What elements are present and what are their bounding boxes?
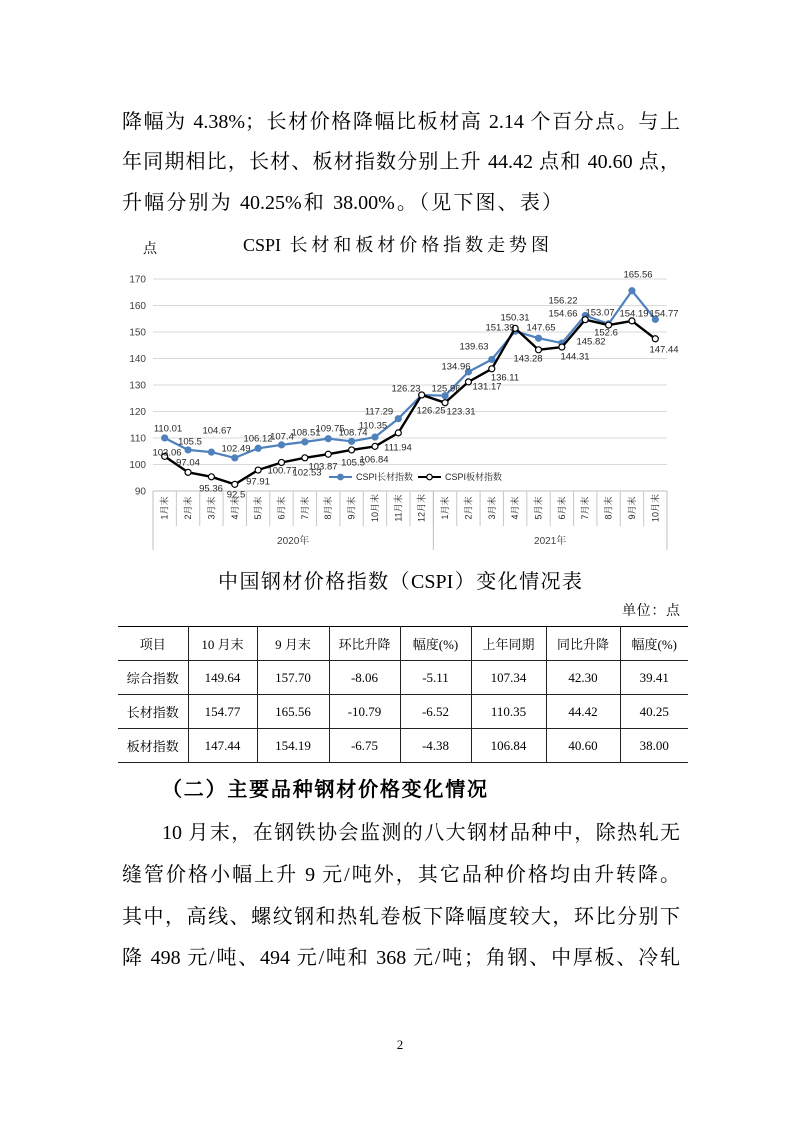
table-cell: -8.06 (329, 661, 400, 695)
data-point (559, 344, 565, 350)
data-label: 139.63 (459, 341, 489, 353)
paragraph-line: 年同期相比，长材、板材指数分别上升 44.42 点和 40.60 点， (122, 151, 680, 173)
x-tick-label: 5月末 (533, 496, 544, 520)
y-tick-label: 160 (129, 301, 146, 312)
data-point (372, 434, 378, 440)
data-point (652, 336, 658, 342)
x-group-label: 2021年 (534, 536, 567, 547)
data-label: 131.17 (472, 381, 502, 393)
data-point (372, 443, 378, 449)
x-tick-label: 7月末 (580, 496, 591, 520)
x-tick-label: 8月末 (323, 496, 334, 520)
table-cell: 38.00 (620, 729, 688, 763)
table-body (118, 661, 688, 763)
data-point (349, 438, 355, 444)
x-tick-label: 8月末 (603, 496, 614, 520)
paragraph-line: 其中，高线、螺纹钢和热轧卷板下降幅度较大，环比分别下 (122, 906, 680, 928)
paragraph-line: 缝管价格小幅上升 9 元/吨外，其它品种价格均由升转降。 (122, 864, 680, 886)
data-label: 97.04 (176, 457, 200, 469)
data-point (465, 379, 471, 385)
table-header-cell: 9 月末 (257, 627, 329, 661)
data-label: 108.51 (291, 427, 321, 439)
table-header-cell: 幅度(%) (400, 627, 471, 661)
x-tick-label: 1月末 (159, 496, 170, 520)
paragraph-line: 升幅分别为 40.25%和 38.00%。（见下图、表） (122, 192, 562, 214)
data-point (489, 356, 495, 362)
paragraph-line: 降 498 元/吨、494 元/吨和 368 元/吨；角钢、中厚板、冷轧 (122, 947, 680, 969)
data-label: 104.67 (202, 425, 232, 437)
data-label: 150.31 (500, 312, 530, 324)
y-tick-label: 100 (129, 460, 146, 471)
data-label: 123.31 (446, 406, 476, 418)
data-point (302, 439, 308, 445)
data-label: 105.5 (341, 457, 365, 469)
x-tick-label: 9月末 (346, 496, 357, 520)
legend-marker (427, 474, 433, 480)
data-point (302, 455, 308, 461)
data-point (232, 455, 238, 461)
table-cell: 107.34 (471, 661, 546, 695)
data-point (395, 416, 401, 422)
table-header-cell: 同比升降 (546, 627, 620, 661)
table-cell: 154.77 (188, 695, 257, 729)
table-cell: 40.25 (620, 695, 688, 729)
data-label: 125.96 (431, 383, 461, 395)
cspi-change-table (118, 626, 688, 763)
data-label: 103.06 (152, 447, 182, 459)
data-label: 102.49 (221, 443, 251, 455)
table-cell: -6.75 (329, 729, 400, 763)
data-point (279, 442, 285, 448)
table-header (118, 627, 688, 661)
table-cell: 44.42 (546, 695, 620, 729)
x-tick-label: 2月末 (463, 496, 474, 520)
y-tick-label: 150 (129, 327, 146, 339)
data-label: 103.87 (308, 461, 338, 473)
table-cell: 110.35 (471, 695, 546, 729)
data-point (208, 474, 214, 480)
data-point (232, 481, 238, 487)
x-tick-label: 5月末 (253, 496, 264, 520)
data-label: 145.82 (576, 336, 606, 348)
table-row-label: 综合指数 (118, 661, 188, 695)
table-unit-label: 单位：点 (622, 604, 680, 619)
data-point (536, 347, 542, 353)
chart-title: CSPI 长材和板材价格指数走势图 (243, 235, 549, 255)
x-tick-label: 6月末 (556, 496, 567, 520)
data-label: 143.28 (513, 353, 543, 365)
table-cell: 165.56 (257, 695, 329, 729)
data-point (255, 445, 261, 451)
data-label: 110.35 (358, 420, 388, 432)
table-cell: -10.79 (329, 695, 400, 729)
data-label: 92.5 (226, 489, 246, 501)
data-label: 153.07 (585, 307, 615, 319)
x-group-label: 2020年 (277, 536, 310, 547)
table-title: 中国钢材价格指数（CSPI）变化情况表 (218, 571, 582, 593)
legend-label: CSPI长材指数 (356, 472, 414, 483)
legend-marker (338, 474, 344, 480)
data-label: 154.77 (649, 308, 679, 320)
data-label: 126.23 (391, 383, 421, 395)
data-label: 152.6 (594, 327, 618, 339)
table-cell: 154.19 (257, 729, 329, 763)
data-label: 110.01 (153, 423, 183, 435)
table-row-label: 板材指数 (118, 729, 188, 763)
x-tick-label: 10月末 (650, 493, 661, 523)
table-cell: 42.30 (546, 661, 620, 695)
data-label: 136.11 (490, 372, 520, 384)
x-tick-label: 3月末 (206, 496, 217, 520)
data-label: 107.4 (270, 431, 294, 443)
table-header-row (118, 627, 688, 661)
data-point (185, 469, 191, 475)
y-tick-label: 140 (129, 354, 146, 365)
table-cell: 39.41 (620, 661, 688, 695)
table-cell: 106.84 (471, 729, 546, 763)
data-label: 134.96 (441, 361, 471, 373)
x-tick-label: 4月末 (510, 496, 521, 520)
chart-y-unit-label: 点 (143, 240, 157, 256)
data-label: 154.19 (619, 308, 649, 320)
data-label: 147.65 (526, 322, 556, 334)
line-chart (118, 262, 682, 556)
data-label: 144.31 (560, 351, 590, 363)
x-tick-label: 4月末 (229, 496, 240, 520)
data-point (185, 447, 191, 453)
data-label: 97.91 (246, 476, 270, 488)
data-point (325, 436, 331, 442)
table-header-cell: 项目 (118, 627, 188, 661)
data-point (489, 366, 495, 372)
data-label: 106.12 (243, 433, 273, 445)
table-cell: 40.60 (546, 729, 620, 763)
data-point (255, 467, 261, 473)
table-header-cell: 幅度(%) (620, 627, 688, 661)
data-label: 95.36 (199, 483, 223, 495)
x-tick-label: 6月末 (276, 496, 287, 520)
table-cell: -4.38 (400, 729, 471, 763)
data-label: 156.22 (548, 295, 578, 307)
table-header-cell: 10 月末 (188, 627, 257, 661)
data-label: 106.84 (359, 454, 389, 466)
page-number: 2 (396, 1037, 404, 1052)
x-tick-label: 1月末 (440, 496, 451, 520)
table-header-cell: 环比升降 (329, 627, 400, 661)
table-header-cell: 上年同期 (471, 627, 546, 661)
data-label: 102.53 (292, 467, 322, 479)
x-tick-label: 10月末 (369, 493, 380, 523)
y-tick-label: 120 (129, 407, 146, 418)
table-cell: 157.70 (257, 661, 329, 695)
data-point (629, 288, 635, 294)
y-tick-label: 110 (130, 433, 146, 445)
data-point (162, 435, 168, 441)
data-label: 126.25 (416, 405, 446, 417)
section-heading: （二）主要品种钢材价格变化情况 (162, 779, 487, 801)
paragraph-line: 10 月末，在钢铁协会监测的八大钢材品种中，除热轧无 (162, 822, 680, 844)
data-label: 165.56 (623, 269, 653, 281)
data-label: 151.39 (485, 322, 515, 334)
table-row (118, 661, 688, 695)
legend-label: CSPI板材指数 (445, 472, 503, 483)
data-label: 100.77 (267, 465, 297, 477)
table-cell: -6.52 (400, 695, 471, 729)
data-label: 154.66 (548, 308, 578, 320)
x-tick-label: 2月末 (183, 496, 194, 520)
table-cell: 149.64 (188, 661, 257, 695)
x-tick-label: 9月末 (626, 496, 637, 520)
data-label: 111.94 (384, 442, 412, 454)
x-tick-label: 12月末 (416, 493, 427, 523)
data-label: 108.74 (338, 427, 368, 439)
table-cell: 147.44 (188, 729, 257, 763)
x-tick-label: 3月末 (486, 496, 497, 520)
x-tick-label: 11月末 (393, 494, 404, 522)
table-cell: -5.11 (400, 661, 471, 695)
data-point (208, 449, 214, 455)
y-tick-label: 170 (129, 274, 146, 286)
table-row (118, 695, 688, 729)
data-label: 147.44 (649, 344, 679, 356)
data-label: 117.29 (364, 406, 394, 418)
paragraph-line: 降幅为 4.38%；长材价格降幅比板材高 2.14 个百分点。与上 (122, 111, 680, 133)
data-point (325, 451, 331, 457)
data-point (395, 430, 401, 436)
table-row (118, 729, 688, 763)
table-row-label: 长材指数 (118, 695, 188, 729)
data-label: 105.5 (178, 436, 202, 448)
y-tick-label: 90 (134, 486, 146, 498)
y-tick-label: 130 (129, 380, 146, 392)
x-tick-label: 7月末 (299, 496, 310, 520)
data-point (349, 447, 355, 453)
data-label: 109.75 (315, 423, 345, 435)
data-point (536, 335, 542, 341)
